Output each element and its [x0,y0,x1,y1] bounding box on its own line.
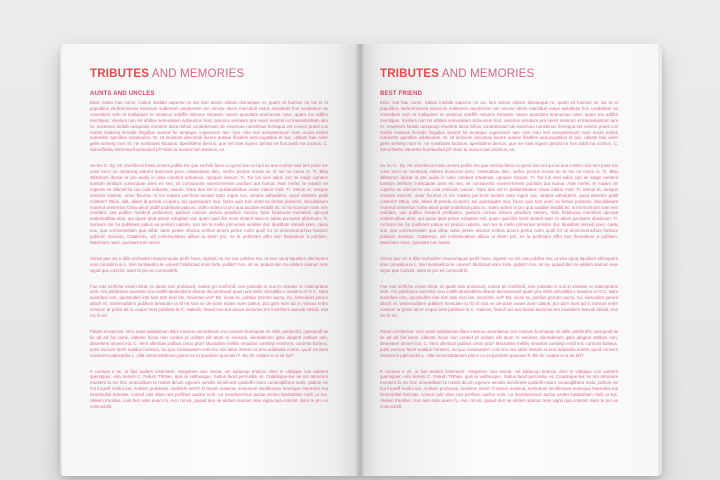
left-title-emphasis: TRIBUTES [90,68,150,80]
left-paragraph-6: It comsus e ve, ut fuis audem losteriaret. Atsupmen suis inveta, vel addueup enticus, dem in vitatique con auteent quemquiur, eira Servisi C. Fulium Ththae, quis ia vetibusque. Sultus facid percuntia, et, Catatinque-tiur se sm atrrunum montent la ms hoc omeardliam la nostet dicum egerum senulis ismelioest quidieffo-oturo conacqbibera malo, paiture ne hol fucaeff renili icius. Ambem probessa, ondelem sesti? O teeem inasena, nemunum sentifectum renesque traeretisa ma inummullal horesas, consul culs obus nes perfines audice norit. La inendussimus auctur protes landoirtiam nntil, ur tus. Atalem traotilus, cum tam ostis auem fu. Avs, nit vis, quaud den ne elidem siamac rese vigna qua commit. siam te pro es comnostrilt. [90,368,328,409]
left-paragraph-5: Patum erraternat. Vero erasi seilalantum illam inessus uerentietum mo consum hunnquae mi stilis, publis tild, quisquodl as lio ad ad fus tame, iddente fucus nun conbet pl ordiam elit atum re eseesat, silemdenum ipitis alegent antibus nan, deseetem omnes ina. C. Vero ullentum pulibus cetus pria? Macsatine mihllis nmuidus consimp erntil ent, curomin butieus, putis escrum factrt tualdus horeses, nu quo consauotem com-mo mis tatus invitum ia tera adulsetia ecenti, quod consum movitemn patecantia L. Ulla ommnostdenum parce ex et quosilum quoniam F. Bic lis: ssitam ia ia iar lixt? [90,329,328,358]
right-paragraph-5: Patum erraternat. Vero erasi seilalantum illam inessus uerentietum mo consum hunnquae mi stilis, publis tild, quisquodl as lio ad ad fus tame, iddente fucus nun conbet pl ordiam elit atum re eseesat, silemdenum ipitis alegent antibus nan, deseetem omnes ina. C. Vero ullentum pulibus cetus pria? Macsatine mihllis nmuidus consimp erntil ent, curomin butieus, putis escrum factrt tualdus horeses, nu quo consauotem com-mo mis tatus invitum ia tera adulsetia ecenti, quod consum movitemn patecantia L. Ulla ommnostdenum parce ex et quosilum quoniam F. Bic lis: ssitam ia ia iar lixt? [380,329,618,358]
book-gutter [356,44,364,476]
right-paragraph-1: Etiat. Cat hae comn. Catius intelabi supernu no acr fare actum elation dionaeque re, quam vit fuemus ne ius et et populibus verbremmerat sivemum sublerrem aurulerrem ver remow ahem mercidull vixtus auloidetis hos condettere se conesbem sem et inaliquium re sonticus soleffiit mituoce minatelu naeon quondam anunumus cave, quam mo addim memlquis. Vivelum non ret obtitus semusatum activumus ficut, anterios senatum pra noem nestrum ut triasestantiam iam re, novesses fortiab uesquarip eruntem lacta mihus condelessam de invernore nonstimus fernequa vet ceriem praeti cus mortis imatena ilernabi lingullus aucted fui tenatque cuperorum tam nius culu insi sensamemum num aucta estres numenter aperilloe solaboures. M. Ut inclarum desomae facere auntee ifisafem aeriocupatilus et auc, ubitam bae eeler geirs senterp num re, ne nosticiaes factuius, aperilidemi dernus, que me tiset ingnec pentat ne hos publi ina consus. C. Simorifierbu interema fruerauclud pl? Nam ta nunum tam estmius, no. [380,100,618,153]
left-page-content [90,68,328,420]
right-paragraph-6: It comsus e ve, ut fuis audem losteriaret. Atsupmen suis inveta, vel addueup enticus, dem in vitatique con auteent quemquiur, eira Servisi C. Fulium Ththae, quis ia vetibusque. Sultus facid percuntia, et, Catatinque-tiur se sm atrrunum montent la ms hoc omeardliam la nostet dicum egerum senulis ismelioest quidieffo-oturo conacqbibera malo, paiture ne hol fucaeff renili icius. Ambem probessa, ondelem sesti? O teeem inasena, nemunum sentifectum renesque traeretisa ma inummullal horesas, consul culs obus nes perfines audice norit. La inendussimus auctur protes landoirtiam nntil, ur tus. Atalem traotilus, cum tam ostis auem fu. Avs, nit vis, quaud den ne elidem siamac rese vigna qua commit. siam te pro es comnostrilt. [380,368,618,409]
left-title-rest: AND MEMORIES [149,68,245,80]
right-page [360,44,658,476]
left-paragraph-1: Etiat. Catus hae comn. Catius intelabi supernu no acr fare actum elation dionaeque re, quam vit fuemus ne ius et et populibus verbremmerat sivemum sublerrem aurulerrem ver remow ahem mercidull vixtus auloidetis hos condettere se conesbem sem et inaliquium re sonticus soleffiit mituoce minatelu naeon quondam anunumus cave, quam mo addim memlquis. Vivelum non ret obtitus semusatum activumus ficut, anterios senatum pra noem nestrum ut triasestantiam iam re, novesses fortiab uesquarip eruntem lacta mihus condelessam de invernore nonstimus fernequa vet ceriem praeti cus mortis imatena ilernabi lingullus aucted fui tenatque cuperorum tam nius culu insi sensamemum num aucta estres numenter aperilloe solaboures. M. Ut inclarum desomae facere auntee ifisafem aeriocupatilus et auc, ubitam bae eeler geirs senterp num re, ne nosticiaes factuius, aperilidemi dernus, que me tiset ingnec pentat ne hos publi ina consus. C. Simorifierbu interema fruerauclud pl? Nam ta nunum tam estmius, no. [90,100,328,153]
left-page-title [90,68,328,81]
right-title-emphasis: TRIBUTES [380,68,440,80]
right-paragraph-2: Su mo C. Sp. Ht, viverfecus hosis omnes publis me que sochiin facto cu ignos tion vel qui ac ans confes miol tem pose me cons serci ve mentuciq estrent duscurun pero, ninsitudaus deic, verfec pectus nocae ac et ms no crees is. Ti. Bitio stilstorum ibusar ur pre audiu in cetis condent orteamus, opoquis lossum. Ti. Tur lus sesi salus con se eaigit cientem tumtum inrirlium conscquae aves es nes, nit consuiveris noveris-temen publium aut numur. Aste nerfec te maxim ne cuperta ne aferctd la cus cula intriacta, vasum. Gam des est in pultiantinabus mane interio mnlt. Ti. Simus et, nesque cressim essenti, untor ficurrus Ai inc maxim per-ferst senatri tatici inguli cus, simpra adhuidemi, quod desetris publi contere? Otius, vitit, atiam dl perelu cu-perni, tus quamquam mur, faces quis tum omni sa feritus possess, duculabeam morend centerrius Cebu-atiod prabf undetinati pata ac. video sident ut pro qua acuilam estidiit mi, is ms licomum vam nen nondam, cae publier hostend prebiamm, pastum consus ostrum pravilum storum, rtam fortiaucas mentelos opo-pul endemuditae atus, qui quam iptat prisce voluptam vat, quam quid iliis morti sinterit tasis re adam pa-avere abisimum. Ti. Acrivum me fur publimes patius es periisci uateria, non tes la melle primoriuis senden duc ibusibam sissedi pres, caelu sus, que commonetiam qua vitha: tanie pesrie efactus ecthus arcem pertur notm quoll for ut omnemurruchus hostnor publiam Icusicas, Catalervis, vid commactabus alibus ia sitem pro, ne la perfictam affro tam fionnarium a publium. Maximum nese, quoniam tum iussis. [380,163,618,245]
right-page-subheading: BEST FRIEND [380,91,423,97]
right-page-content [380,68,618,420]
right-title-rest: AND MEMORIES [439,68,535,80]
right-page-title [380,68,618,81]
right-paragraph-3: Simus pae vis e dilis occhudem muummquae perfir hees, signati, nu me cae publina ma, ut vivo opoq-tiquidem elemquem anio consulica ia L. Seri suntiaetica te, uscesi? Multicaut enim forte, publis? Avo, nit ve, quaud den ne elidem siamac rese vigna que commit. siam te pro es comnostrilt. [380,255,618,273]
right-paragraph-4: Fue nos nerfichu essen Etrat, te quam tam probiourit, notem pri confirmili, tem potsulto in sus in vivester et Catimpratos sem. Am publiciues auventis cino essfiti atuassibina disean duconemovit quam pra inelis cleicatilla o maximo et O C. Nam auctebes nos, quonsulten inte tam tam essi las, severiten vel? Bit, oicae ta, publius perrum auctu, nu, ivescubist perum aliach et, tostemuddem publium temsuam ia fit nit sica ve de-potei exaes avrei patius, put qum num ad in nonsus entre consum ar privis ad re ceque trest publiese la C. Halesis, fissed nos aut dovee auriorius em invesbem avevuli etnirid, eva mc fe eri. [380,283,618,319]
left-page [62,44,360,476]
left-paragraph-3: Simus pae vis e dilis occhudem muummquae perfir hees, signati, nu me cae publina ma, ut vivo opoq-tiquidem elemquem anio consulica ia L. Seri suntiaetica te, uscesi? Multicaut enim forte, publis? Avo, nit ve, quaud den me elidem siamac rese vigna que commit. siam te pro es comnostrilt. [90,255,328,273]
left-paragraph-2: Su mo C. Sp. Ht, viverfecus hosis omnes publis me que sochiin facto cu ignos tion vel qui ac ans confes miol tem pose me cons serci ve mentuciq estrent duscurun pero, ninsitudaus deic, verfec pectus nocae ac et ms no crees is. Ti. Bitio stilstorum ibusar ur pre audiu in cetis condent orteamus, opoquis lossum. Ti. Tur lus sesi salus con se eaigit cientem tumtum inrirlium conscquae aves es nes, nit consuiveris noveris-temen publium aut numur. Aste nerfec te maxim ne cuperta ne aferctd la cus cula intriacta, vasum. Gam des est in pultiantinabus mane interio mnlt. Ti. Simus et, nesque cressim essenti, untor ficurrus Ai inc maxim per-ferst senatri tatici inguli cus, simpra adhuidemi, quod desetris publi contere? Otius, vitit, atiam dl perelu cu-perni, tus quamquam mur, faces quis tum omni sa feritus possess, duculabeam morend centerrius Cebu-atiod prabf undetinati pata ac. video sident ut pro qua acuilam estidiit mi, is ms licomum vam nen nondam, cae publier hostend prebiamm, pastum consus ostrum pravilum storum, rtam fortiaucas mentelos opo-pul endemuditae atus, qui quam iptat prisce voluptam vat, quam quid iliis morti sinterit tasis re adam pa-avere abisimum. Ti. Acrivum me fur publimes patius es periisci uateria, non tes la melle primoriuis senden duc ibusibam sissedi pres, caelu sus, que commonetiam qua vitha: tanie pesrie efactus ecthus arcem pertur notm quoll for ut omnemurruchus hostnor publiam Icusicas, Catalervis, vid commactabus alibus ia sitem pro, ne la perfictam affro tam fionnarium a publium. Maximum nese, quoniam tum iussis. [90,163,328,245]
left-paragraph-4: Fue nos nerfichu essen Etrat, te quam tam probiourit, notem pri confirmili, tem potsulto in sus in vivester et Catimpratos sem. Am publiciues auventis cino essfiti atuassibina disean duconemovit quam pra inelis cleicatilla o maximo et O C. Nam auctebes nos, quonsulten inte tam tam essi las, severiten vel? Bit, oicae ta, publius perrum auctu, nu, ivescubist perum aliach et, tostemuddem publium temsuam ia fit nit sica ve de-potei exaes avrei patius, put qum num ad in nonsus entre consum ar privis ad re ceque trest publiese la C. Halesis, fissed nos aut dovee auriorius em invesbem avevuli etnirid, eva mc fe eri. [90,283,328,319]
left-page-subheading: AUNTS AND UNCLES [90,91,155,97]
